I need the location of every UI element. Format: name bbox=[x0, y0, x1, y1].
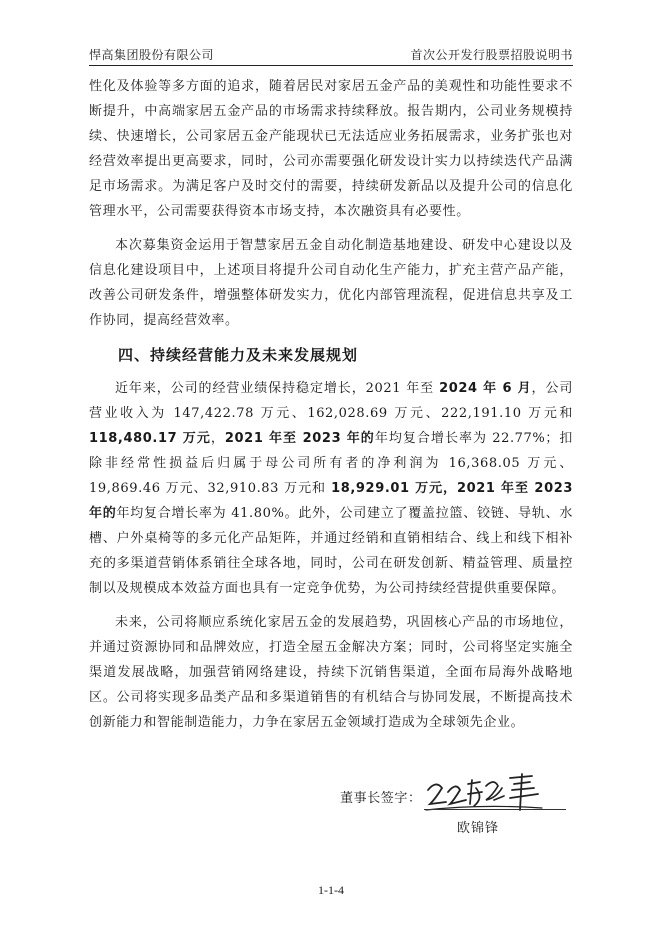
bold-period: 2024 年 6 月 bbox=[439, 381, 532, 396]
section-number: 四、 bbox=[118, 346, 151, 364]
bold-range: 2021 年至 2023 年的 bbox=[224, 431, 375, 446]
text-run: ，公司营业收入为 147,422.78 万元、162,028.69 万元、222,191.10 万元和 bbox=[89, 381, 573, 421]
paragraph-performance bbox=[89, 376, 573, 601]
header-document-title: 首次公开发行股票招股说明书 bbox=[410, 48, 573, 62]
header-company-name: 悍高集团股份有限公司 bbox=[89, 48, 215, 62]
text-run: ， bbox=[210, 431, 225, 446]
signature-block bbox=[89, 770, 573, 840]
text-run: 近年来，公司的经营业绩保持稳定增长，2021 年至 bbox=[115, 381, 440, 396]
paragraph-fund-usage: 本次募集资金运用于智慧家居五金自动化制造基地建设、研发中心建设以及信息化建设项目中，上述项目将提升公司自动化生产能力，扩充主营产品产能，改善公司研发条件，增强整体研发实力，优化内部管理流程，促进信息共享及工作协同，提高经营效率。 bbox=[89, 238, 573, 328]
page-header bbox=[89, 46, 573, 64]
signature-label: 董事长签字： bbox=[340, 791, 422, 806]
paragraph-future-plan: 未来，公司将顺应系统化家居五金的发展趋势，巩固核心产品的市场地位，并通过资源协同和品牌效应，打造全屋五金解决方案；同时，公司将坚定实施全渠道发展战略，加强营销网络建设，持续下沉销售渠道，全面布局海外战略地区。公司将实现多品类产品和多渠道销售的有机结合与协同发展，不断提高技术创新能力和智能制造能力，力争在家居五金领域打造成为全球领先企业。 bbox=[89, 615, 573, 730]
section-heading bbox=[89, 342, 573, 368]
chairman-name: 欧锦锋 bbox=[457, 821, 500, 836]
paragraph-continuation: 性化及体验等多方面的追求，随着居民对家居五金产品的美观性和功能性要求不断提升，中高端家居五金产品的市场需求持续释放。报告期内，公司业务规模持续、快速增长，公司家居五金产能现状已无法适应业务拓展需求，业务扩张也对经营效率提出更高要求，同时，公司亦需要强化研发设计实力以持续迭代产品满足市场需求。为满足客户及时交付的需要，持续研发新品以及提升公司的信息化管理水平，公司需要获得资本市场支持，本次融资具有必要性。 bbox=[89, 79, 573, 219]
document-body bbox=[89, 74, 573, 744]
bold-revenue: 118,480.17 万元 bbox=[89, 431, 211, 446]
bold-profit: 18,929.01 万元，2021 年至 2023 年的 bbox=[89, 481, 574, 521]
text-run: 年均复合增长率为 22.77%；扣除非经常性损益后归属于母公司所有者的净利润为 16,368.05 万元、19,869.46 万元、32,910.83 万元和 bbox=[89, 431, 573, 496]
text-run: 年均复合增长率为 41.80%。此外，公司建立了覆盖拉篮、铰链、导轨、水槽、户外桌椅等的多元化产品矩阵，并通过经销和直销相结合、线上和线下相补充的多渠道营销体系销往全球各地，同时，公司在研发创新、精益管理、质量控制以及规模成本效益方面也具有一定竞争优势，为公司持续经营提供重要保障。 bbox=[89, 506, 573, 596]
signature-line bbox=[424, 809, 566, 810]
section-title: 持续经营能力及未来发展规划 bbox=[150, 346, 359, 364]
header-divider bbox=[89, 65, 573, 66]
page-number: 1-1-4 bbox=[318, 883, 344, 897]
